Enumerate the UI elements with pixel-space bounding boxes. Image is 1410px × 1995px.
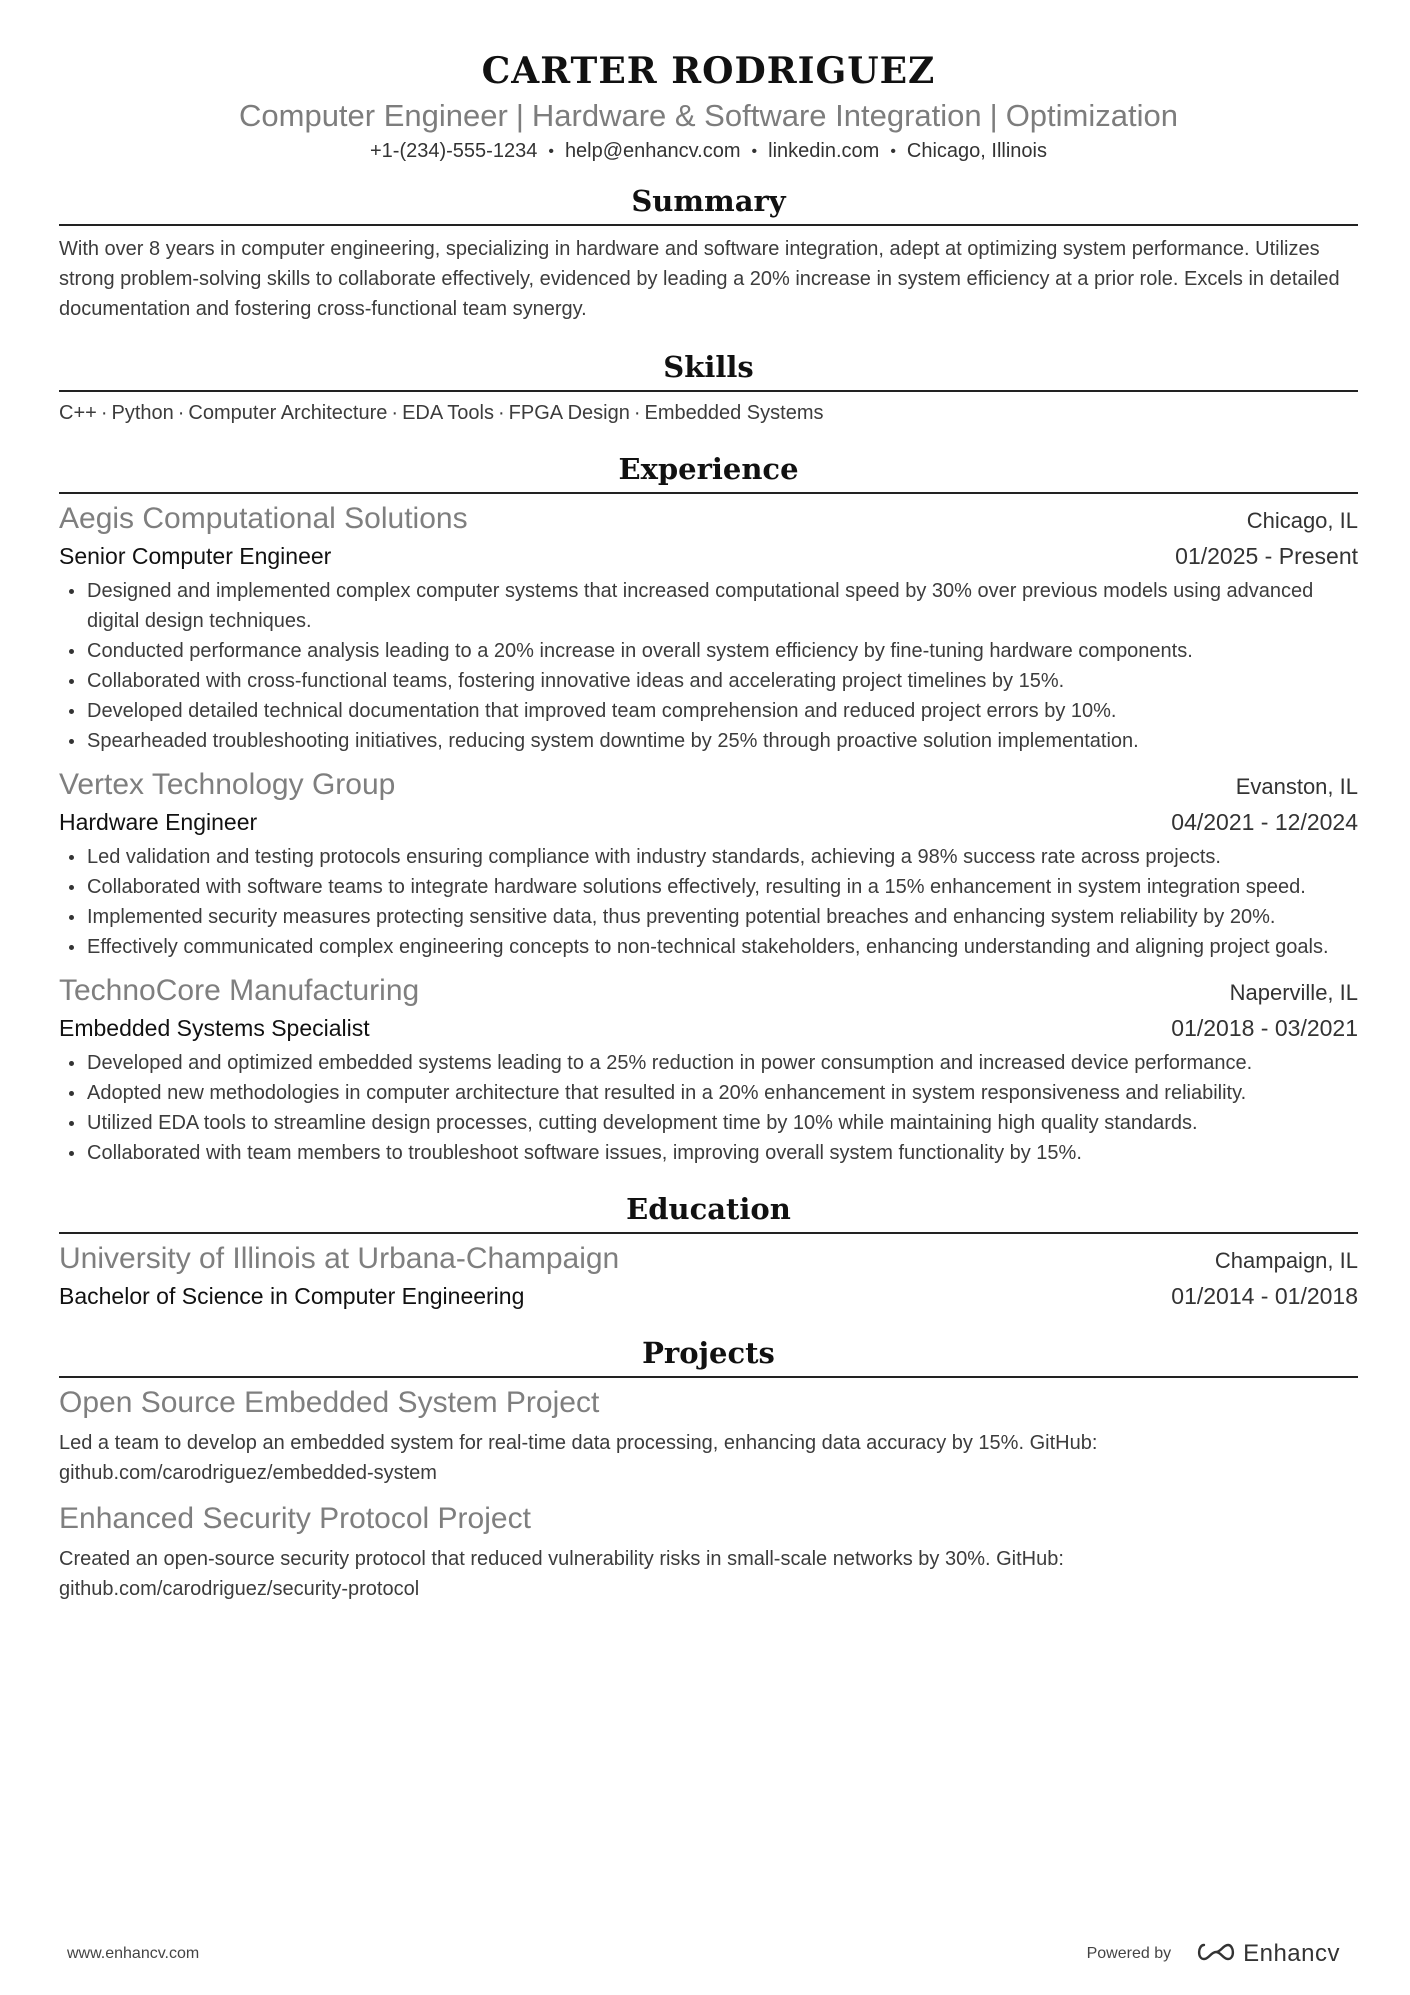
job-bullet: Spearheaded troubleshooting initiatives, reducing system downtime by 25% through proactive solution implementation.	[59, 726, 1358, 756]
job-company: Aegis Computational Solutions	[59, 502, 468, 535]
powered-by-label: Powered by	[1086, 1945, 1172, 1962]
job-bullet: Conducted performance analysis leading to a 20% increase in overall system efficiency by fine-tuning hardware components.	[59, 636, 1358, 666]
projects-section	[59, 1334, 1358, 1604]
project-description: Led a team to develop an embedded system for real-time data processing, enhancing data accuracy by 15%. GitHub: github.com/carodriguez/embedded-system	[59, 1432, 1098, 1484]
skills-list	[59, 398, 1358, 428]
job-dates: 04/2021 - 12/2024	[1171, 809, 1358, 835]
job-entry	[59, 972, 1358, 1168]
education-degree: Bachelor of Science in Computer Engineering	[59, 1283, 525, 1309]
job-dates: 01/2018 - 03/2021	[1171, 1015, 1358, 1041]
section-divider	[59, 492, 1358, 494]
section-divider	[59, 390, 1358, 392]
education-degree-row	[59, 1280, 1358, 1312]
job-bullet: Developed detailed technical documentation that improved team comprehension and reduced project errors by 10%.	[59, 696, 1358, 726]
job-header-row	[59, 766, 1358, 806]
skill-item: Python	[111, 402, 174, 424]
contact-separator: •	[548, 143, 554, 160]
skill-separator: ·	[391, 402, 399, 424]
resume-content	[59, 48, 1358, 1604]
job-entry	[59, 500, 1358, 756]
job-company: Vertex Technology Group	[59, 768, 396, 801]
skill-separator: ·	[497, 402, 505, 424]
experience-section	[59, 450, 1358, 1168]
skill-item: Embedded Systems	[644, 402, 824, 424]
page-footer	[67, 1940, 1340, 1968]
job-bullet: Developed and optimized embedded systems leading to a 25% reduction in power consumption and increased device performance.	[59, 1048, 1358, 1078]
candidate-name: CARTER RODRIGUEZ	[481, 50, 936, 92]
resume-header	[59, 48, 1358, 166]
headline-separator: |	[515, 98, 524, 133]
headline-part: Hardware & Software Integration	[531, 98, 982, 133]
project-name: Enhanced Security Protocol Project	[59, 1502, 531, 1535]
headline	[59, 96, 1358, 136]
job-bullet: Collaborated with team members to troubleshoot software issues, improving overall system functionality by 15%.	[59, 1138, 1358, 1168]
job-bullet: Collaborated with cross-functional teams, fostering innovative ideas and accelerating project timelines by 15%.	[59, 666, 1358, 696]
job-bullet: Led validation and testing protocols ensuring compliance with industry standards, achieving a 98% success rate across projects.	[59, 842, 1358, 872]
section-title-skills: Skills	[663, 350, 754, 384]
section-title-projects: Projects	[642, 1336, 775, 1370]
headline-separator: |	[989, 98, 998, 133]
job-dates: 01/2025 - Present	[1175, 543, 1358, 569]
section-divider	[59, 1232, 1358, 1234]
summary-text: With over 8 years in computer engineering, specializing in hardware and software integration, adept at optimizing system performance. Utilizes strong problem-solving skills to collaborate effectively, evidenced by leading a 20% increase in system efficiency at a prior role. Excels in detailed documentation and fostering cross-functional team synergy.	[59, 238, 1340, 320]
job-role-row	[59, 540, 1358, 572]
contact-phone[interactable]: +1-(234)-555-1234	[369, 140, 538, 162]
skill-item: C++	[59, 402, 97, 424]
project-name: Open Source Embedded System Project	[59, 1386, 600, 1419]
job-role: Hardware Engineer	[59, 809, 258, 835]
contact-line	[59, 137, 1358, 166]
project-description: Created an open-source security protocol that reduced vulnerability risks in small-scale networks by 30%. GitHub: github.com/carodriguez/security-protocol	[59, 1548, 1064, 1600]
section-title-experience: Experience	[618, 452, 799, 486]
contact-linkedin[interactable]: linkedin.com	[768, 140, 880, 162]
job-location: Chicago, IL	[1246, 508, 1358, 533]
job-bullet: Adopted new methodologies in computer architecture that resulted in a 20% enhancement in system responsiveness and reliability.	[59, 1078, 1358, 1108]
job-entry	[59, 766, 1358, 962]
footer-brand[interactable]	[1087, 1940, 1340, 1968]
project-entry	[59, 1384, 1358, 1488]
summary-section	[59, 182, 1358, 324]
skill-item: FPGA Design	[508, 402, 630, 424]
contact-separator: •	[751, 143, 758, 160]
job-bullet: Collaborated with software teams to integrate hardware solutions effectively, resulting in a 15% enhancement in system integration speed.	[59, 872, 1358, 902]
job-role-row	[59, 806, 1358, 838]
brand-name: Enhancv	[1243, 1940, 1340, 1967]
enhancv-logo-icon	[1195, 1941, 1237, 1968]
job-bullet: Effectively communicated complex engineering concepts to non-technical stakeholders, enhancing understanding and aligning project goals.	[59, 932, 1358, 962]
section-divider	[59, 224, 1358, 226]
job-bullets	[59, 576, 1358, 756]
job-bullet: Designed and implemented complex computer systems that increased computational speed by 30% over previous models using advanced digital design techniques.	[59, 576, 1358, 636]
education-header-row	[59, 1240, 1358, 1280]
headline-part: Optimization	[1005, 98, 1178, 133]
project-entry	[59, 1500, 1358, 1604]
contact-location: Chicago, Illinois	[906, 140, 1047, 162]
job-role: Senior Computer Engineer	[59, 543, 332, 569]
section-title-summary: Summary	[631, 184, 786, 218]
job-role-row	[59, 1012, 1358, 1044]
skill-separator: ·	[633, 402, 641, 424]
job-location: Evanston, IL	[1235, 774, 1358, 799]
education-location: Champaign, IL	[1214, 1248, 1358, 1273]
education-section	[59, 1190, 1358, 1312]
contact-separator: •	[890, 143, 896, 160]
job-location: Naperville, IL	[1229, 980, 1358, 1005]
skills-section	[59, 348, 1358, 428]
section-title-education: Education	[626, 1192, 791, 1226]
job-bullet: Implemented security measures protecting sensitive data, thus preventing potential breaches and enhancing system reliability by 20%.	[59, 902, 1358, 932]
headline-part: Computer Engineer	[239, 98, 508, 133]
job-company: TechnoCore Manufacturing	[59, 974, 420, 1007]
job-role: Embedded Systems Specialist	[59, 1015, 370, 1041]
education-dates: 01/2014 - 01/2018	[1171, 1283, 1358, 1309]
job-header-row	[59, 500, 1358, 540]
footer-website-link[interactable]: www.enhancv.com	[67, 1945, 200, 1962]
skill-item: EDA Tools	[402, 402, 494, 424]
education-entry	[59, 1240, 1358, 1312]
section-divider	[59, 1376, 1358, 1378]
contact-email[interactable]: help@enhancv.com	[564, 140, 741, 162]
job-bullets	[59, 1048, 1358, 1168]
skill-separator: ·	[100, 402, 108, 424]
job-header-row	[59, 972, 1358, 1012]
skill-separator: ·	[177, 402, 185, 424]
job-bullets	[59, 842, 1358, 962]
skill-item: Computer Architecture	[188, 402, 388, 424]
job-bullet: Utilized EDA tools to streamline design processes, cutting development time by 10% while maintaining high quality standards.	[59, 1108, 1358, 1138]
education-school: University of Illinois at Urbana-Champaign	[59, 1242, 620, 1275]
